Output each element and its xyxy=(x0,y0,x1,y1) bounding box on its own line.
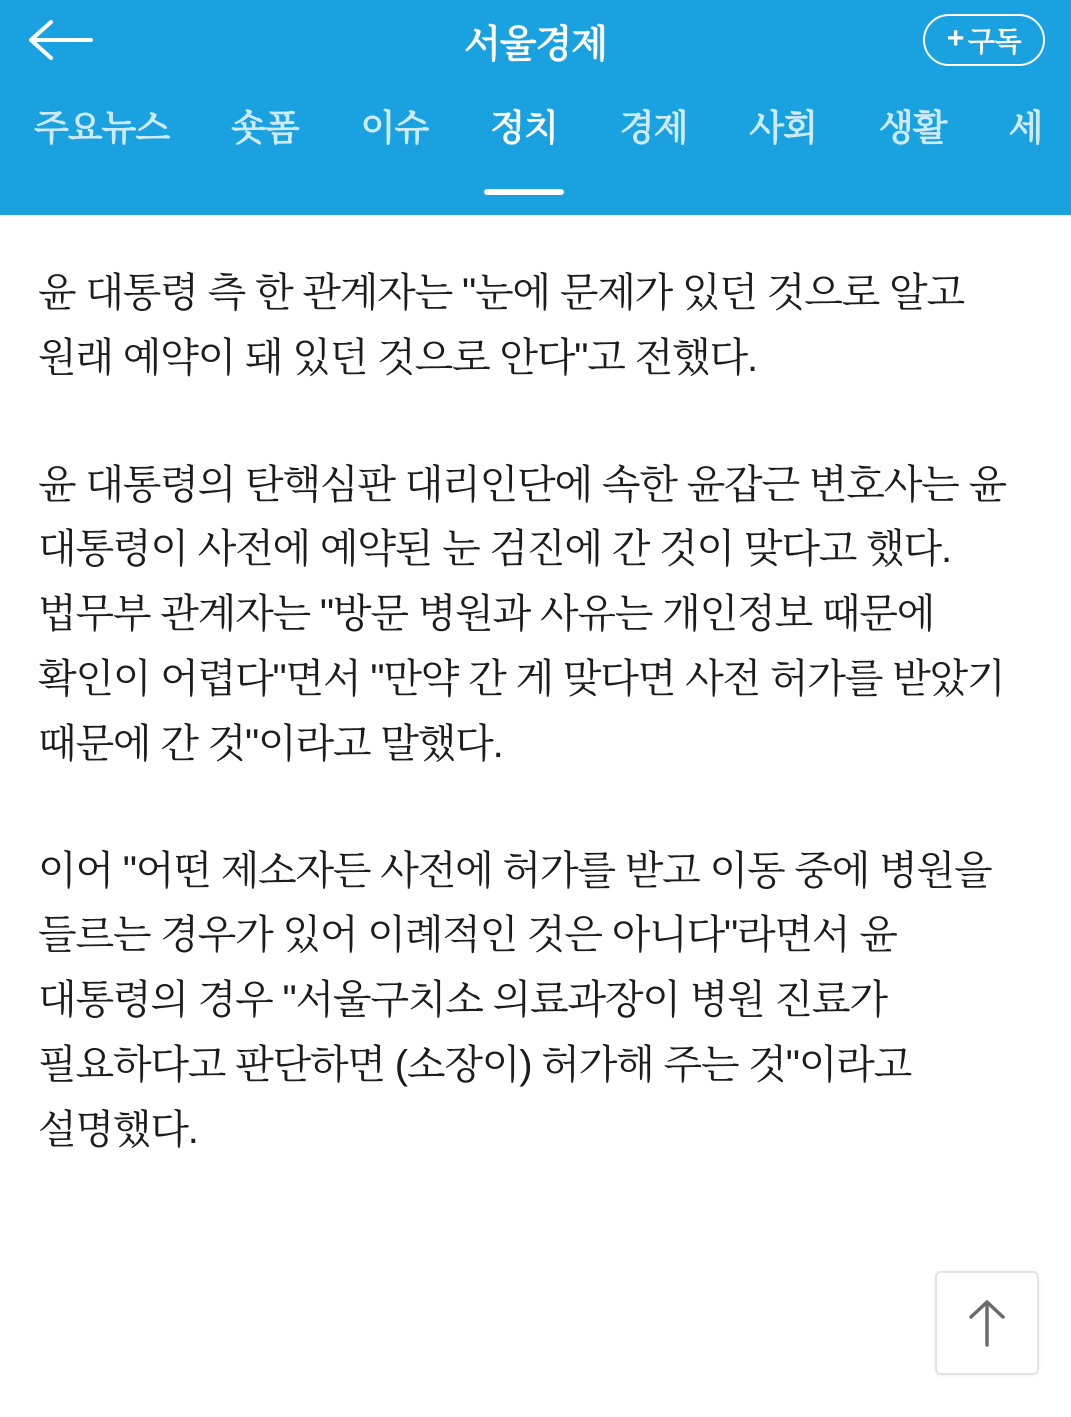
tab-society[interactable]: 사회 xyxy=(749,107,817,148)
tab-life[interactable]: 생활 xyxy=(878,107,947,148)
article-body xyxy=(0,215,1071,1163)
tab-issue[interactable]: 이슈 xyxy=(360,107,429,148)
arrow-up-icon xyxy=(965,1297,1009,1349)
article-paragraph: 이어 "어떤 제소자든 사전에 허가를 받고 이동 중에 병원을 들르는 경우가 있어 이례적인 것은 아니다"라면서 윤 대통령의 경우 "서울구치소 의료과장이 병원 진료가 필요하다고 판단하면 (소장이) 허가해 주는 것"이라고 설명했다. xyxy=(38,848,992,1152)
tab-economy[interactable]: 경제 xyxy=(619,107,688,148)
arrow-left-icon xyxy=(27,18,93,62)
article-paragraph: 윤 대통령 측 한 관계자는 "눈에 문제가 있던 것으로 알고 원래 예약이 돼 있던 것으로 안다"고 전했다. xyxy=(38,271,964,380)
page-title: 서울경제 xyxy=(464,23,607,66)
plus-icon: + xyxy=(946,22,964,55)
tab-shortform[interactable]: 숏폼 xyxy=(231,107,299,148)
app-header xyxy=(0,0,1071,80)
subscribe-label: 구독 xyxy=(967,26,1021,57)
article-paragraph: 윤 대통령의 탄핵심판 대리인단에 속한 윤갑근 변호사는 윤 대통령이 사전에 예약된 눈 검진에 간 것이 맞다고 했다. 법무부 관계자는 "방문 병원과 사유는 개인정보 때문에 확인이 어렵다"면서 "만약 간 게 맞다면 사전 허가를 받았기 때문에 간 것"이라고 말했다. xyxy=(38,462,1006,766)
tab-main-news[interactable]: 주요뉴스 xyxy=(34,107,170,148)
subscribe-button[interactable] xyxy=(923,14,1045,66)
back-button[interactable] xyxy=(0,0,120,80)
category-tabbar[interactable] xyxy=(0,80,1071,215)
tab-world-partial[interactable]: 세 xyxy=(1008,107,1043,148)
scroll-to-top-button[interactable] xyxy=(935,1271,1039,1375)
tab-politics[interactable]: 정치 xyxy=(490,80,558,195)
